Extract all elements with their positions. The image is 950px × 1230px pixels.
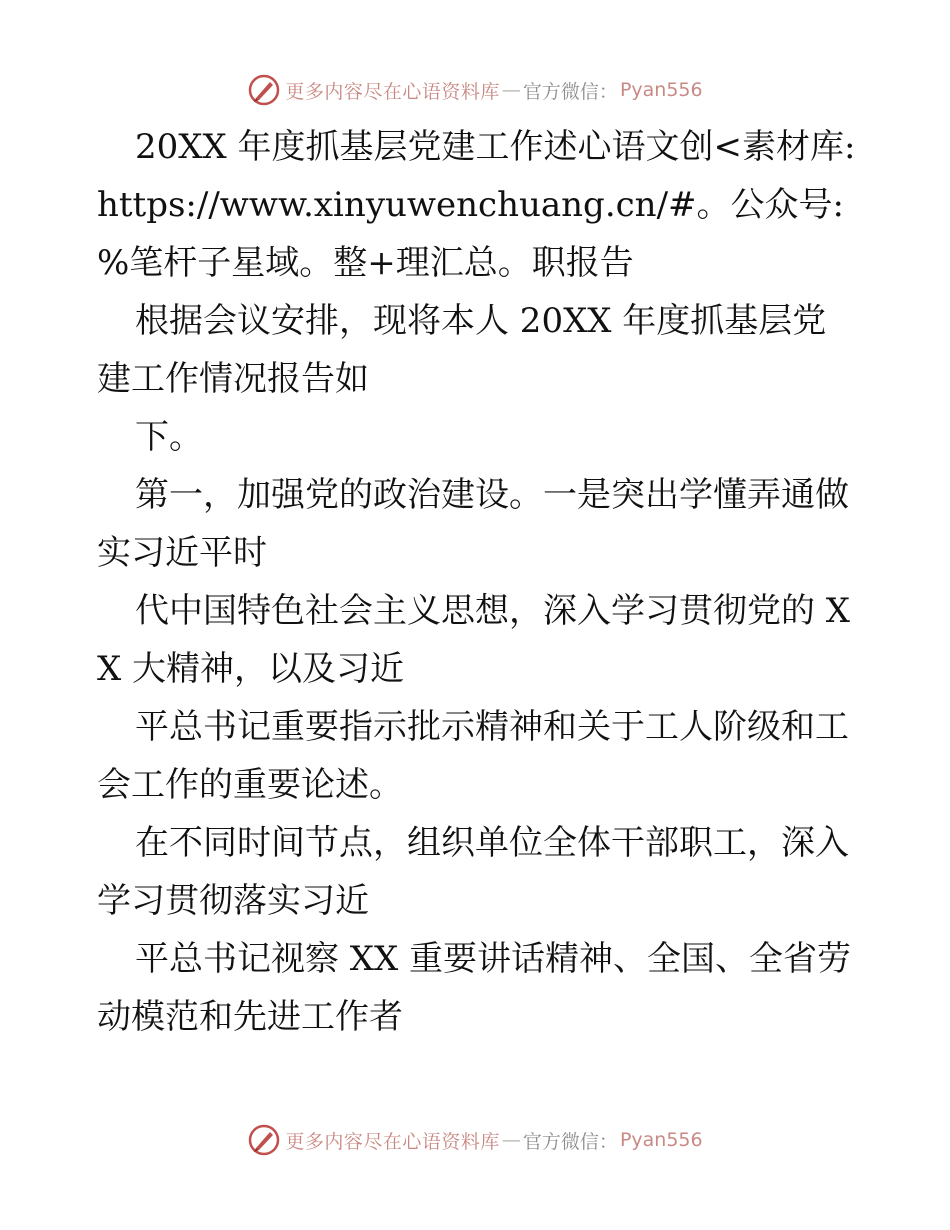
pen-logo-icon bbox=[247, 73, 281, 107]
watermark-brand: 更多内容尽在心语资料库 bbox=[285, 80, 500, 103]
pen-logo-icon bbox=[247, 1123, 281, 1157]
watermark-separator: — bbox=[501, 79, 521, 101]
watermark-separator: — bbox=[501, 1129, 521, 1151]
watermark-brand: 更多内容尽在心语资料库 bbox=[285, 1130, 500, 1153]
paragraph: 根据会议安排，现将本人 20XX 年度抓基层党建工作情况报告如 bbox=[97, 301, 827, 399]
paragraph-title: 20XX 年度抓基层党建工作述心语文创<素材库: https://www.xinyuwenchuang.cn/#。公众号: %笔杆子星域。整+理汇总。职报告 bbox=[97, 127, 856, 283]
header-watermark bbox=[0, 70, 950, 110]
paragraph: 代中国特色社会主义思想，深入学习贯彻党的 XX 大精神，以及习近 bbox=[97, 591, 851, 689]
paragraph: 平总书记重要指示批示精神和关于工人阶级和工会工作的重要论述。 bbox=[97, 707, 849, 805]
watermark-account: Pyan556 bbox=[619, 79, 703, 101]
paragraph: 平总书记视察 XX 重要讲话精神、全国、全省劳动模范和先进工作者 bbox=[97, 939, 852, 1037]
paragraph: 在不同时间节点，组织单位全体干部职工，深入学习贯彻落实习近 bbox=[97, 823, 849, 921]
watermark-account: Pyan556 bbox=[619, 1129, 703, 1151]
paragraph: 下。 bbox=[135, 417, 203, 457]
watermark-official-label: 官方微信： bbox=[522, 80, 618, 103]
paragraph: 第一，加强党的政治建设。一是突出学懂弄通做实习近平时 bbox=[97, 475, 849, 573]
document-body bbox=[97, 118, 857, 1046]
footer-watermark bbox=[0, 1120, 950, 1160]
watermark-official-label: 官方微信： bbox=[522, 1130, 618, 1153]
